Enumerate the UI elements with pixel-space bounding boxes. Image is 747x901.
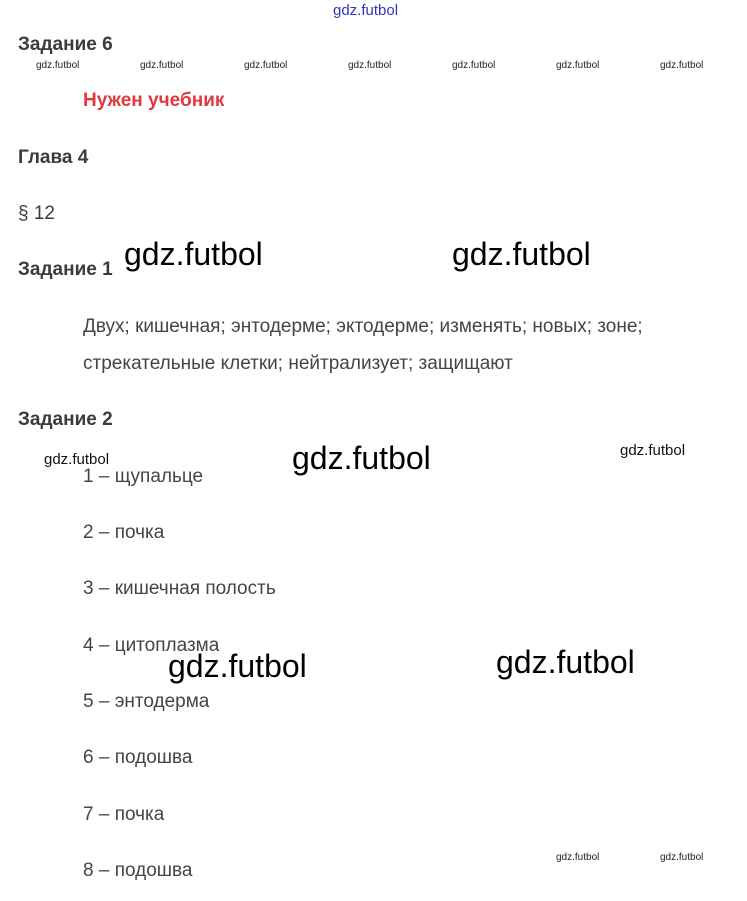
watermark-top: gdz.futbol bbox=[333, 2, 399, 19]
task1-answer-line1: Двух; кишечная; энтодерме; эктодерме; изменять; новых; зоне; bbox=[83, 316, 643, 337]
chapter-heading: Глава 4 bbox=[18, 147, 89, 168]
watermark-small: gdz.futbol bbox=[244, 60, 288, 71]
watermark-small: gdz.futbol bbox=[660, 852, 704, 863]
watermark-medium: gdz.futbol bbox=[620, 442, 686, 459]
task2-item: 6 – подошва bbox=[83, 747, 193, 768]
task2-item: 8 – подошва bbox=[83, 860, 193, 881]
watermark-large: gdz.futbol bbox=[292, 440, 431, 476]
watermark-large: gdz.futbol bbox=[452, 236, 591, 272]
task2-item: 5 – энтодерма bbox=[83, 691, 210, 712]
watermark-large: gdz.futbol bbox=[168, 648, 307, 684]
watermark-small: gdz.futbol bbox=[556, 852, 600, 863]
task2-item: 4 – цитоплазма bbox=[83, 635, 220, 656]
task2-item: 1 – щупальце bbox=[83, 466, 204, 487]
task2-item: 2 – почка bbox=[83, 522, 165, 543]
task2-title: Задание 2 bbox=[18, 409, 113, 430]
watermark-small: gdz.futbol bbox=[556, 60, 600, 71]
task1-title: Задание 1 bbox=[18, 259, 113, 280]
watermark-small: gdz.futbol bbox=[348, 60, 392, 71]
task6-title: Задание 6 bbox=[18, 34, 113, 55]
task1-answer-line2: стрекательные клетки; нейтрализует; защищают bbox=[83, 353, 513, 374]
watermark-medium: gdz.futbol bbox=[44, 451, 110, 468]
section-heading: § 12 bbox=[18, 203, 55, 224]
task2-item: 3 – кишечная полость bbox=[83, 578, 276, 599]
watermark-small: gdz.futbol bbox=[36, 60, 80, 71]
watermark-large: gdz.futbol bbox=[496, 644, 635, 680]
watermark-small: gdz.futbol bbox=[452, 60, 496, 71]
task2-item: 7 – почка bbox=[83, 804, 165, 825]
need-textbook-link[interactable]: Нужен учебник bbox=[83, 90, 225, 111]
watermark-small: gdz.futbol bbox=[140, 60, 184, 71]
watermark-small: gdz.futbol bbox=[660, 60, 704, 71]
watermark-large: gdz.futbol bbox=[124, 236, 263, 272]
